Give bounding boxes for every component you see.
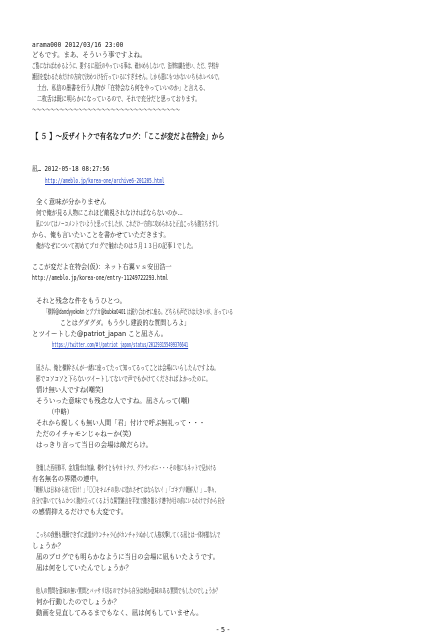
text-line: 他人の質問を意味の無い質問とバッサリ切るのですから自分は何か意味のある質問でもしたのでしょうか？ xyxy=(36,587,220,595)
text-line: 護団を変わるためだけの方向で決めつけを行っているにすぎません。しかも悪にもつかないいちもれレベルで。 xyxy=(32,73,222,81)
archive-link[interactable]: http://ameblo.jp/korea-one/archive6-201205.html xyxy=(45,177,165,185)
text-line: はっきり言って当日の会場は敵だらけ。 xyxy=(36,441,153,449)
text-line: ただのイチャモンじゃねーか(笑) xyxy=(36,430,132,438)
text-line: こっちの我慢も理解できずに武道がウンチャラ心がカンチャラぬかして人格攻撃してくる凪とは一体何様なんで xyxy=(36,531,221,539)
text-line: そういった意味でも残念な人ですね。凪さんって(嘲) xyxy=(36,397,190,405)
tilde-separator: ～～～～～～～～～～～～～～～～～～～～～～～～～～～～～～～～ xyxy=(32,106,181,114)
section-heading: 【 ５ 】～反ザイトクで有名なブログ：「ここが変だよ在特会」から xyxy=(32,132,225,141)
text-line: 凪のブログでも明らかなように当日の会場に凪もいたようです。 xyxy=(36,553,220,561)
comment-author-timestamp: arama000 2012/03/16 23:00 xyxy=(32,41,124,49)
text-line: 動画を見直してみるまでもなく、凪は何もしていません。 xyxy=(36,609,203,617)
text-line: とツイートした@patriot_japan こと凪さん。 xyxy=(32,330,168,338)
text-line: 「朝鮮人は日本から出て行け！」「〇〇をキムチの臭いに塗れさせてはならない！」「ゴキブリ朝鮮人！」…等々、 xyxy=(32,486,219,494)
quoted-tweet: ことはグダグダ。もう少し建設的な質問しろよ」 xyxy=(60,319,190,327)
text-line: それと残念な件をもうひとつ。 xyxy=(36,297,127,305)
text-line: 何か行動したのでしょうか？ xyxy=(36,598,121,606)
text-line: 登壇した西村修平、金友隆幸は勿論、横やすともやカトテツ、グラサンボニ・・・その他にもネットで見かける xyxy=(36,464,217,472)
text-line: ここが変だよ在特会(仮)：ネット右翼ｖｓ安田浩一 xyxy=(32,263,172,271)
text-line: 全く意味が分かりません xyxy=(36,198,107,206)
omission-note: （中略） xyxy=(48,408,74,416)
text-line: 影でコソコソと下らないツイートしてないで声でもかけてくださればよかったのに。 xyxy=(36,375,211,383)
text-line: ご覧になればわかるように、要するに凪氏のやっている事は、確かめもしないで、法律知識を使い、ただ、学校弁 xyxy=(32,62,219,70)
text-line: 凪さん、俺と横幹さんが一緒に座ってたって知ってるってことは会場にいらしたんですよね。 xyxy=(36,364,219,372)
text-line: 自分で書いててもムカつく腹が立ってくるような罵詈雑言を平気で撒き散らす連中が目の前にいるわけですから自分 xyxy=(32,497,225,505)
text-line: 何で俺が見る人物にこれほど敵視されなければならないのか… xyxy=(36,209,183,217)
entry-url: http://ameblo.jp/korea-one/entry-11249722293.html xyxy=(32,274,169,282)
text-line: どもです。まあ、そういう事ですよね。 xyxy=(32,51,147,59)
quoted-tweet: 「横幹@dandyyokokn とプブカ@bubka0401 は鋭り合わせに座る。どちらも声だけは大きいが、言っている xyxy=(44,308,233,316)
text-line: 凪は何をしていたんでしょうか？ xyxy=(36,564,132,572)
text-line: から、俺も言いたいことを書かせていただきます。 xyxy=(32,231,170,239)
text-line: しょうか？ xyxy=(32,542,64,550)
text-line: 土台、私信の墨書を行う人物が「在特会なら何をやっていいのか」と言える、 xyxy=(32,84,209,92)
page-number: - 5 - xyxy=(216,626,230,634)
post-author-timestamp: 凪… 2012-05-18 08:27:56 xyxy=(32,165,110,173)
text-line: 情け無い人ですね(嘲笑) xyxy=(36,386,104,394)
text-line: 俺がなぜについて初めてブログで触れたのは５月１３日の記事ｌでした。 xyxy=(36,242,197,250)
twitter-status-link[interactable]: https://twitter.com/#!/patriot_japan/status/201293155499376641 xyxy=(52,341,189,349)
text-line: 凪についてはノーコメントでいようと思ってましたが、これだけ一方的に攻められると正直こっちも腹立ちますし xyxy=(36,220,220,228)
text-line: の感情抑えるだけでも大変です。 xyxy=(32,508,128,516)
text-line: それから親しくも無い人間「君」付けで呼ぶ無礼って・・・ xyxy=(36,419,206,427)
text-line: 二枚舌は既に明らかになっているので、それで充分だと思っております。 xyxy=(32,95,201,103)
text-line: 有名無名の界隈の連中。 xyxy=(32,475,103,483)
